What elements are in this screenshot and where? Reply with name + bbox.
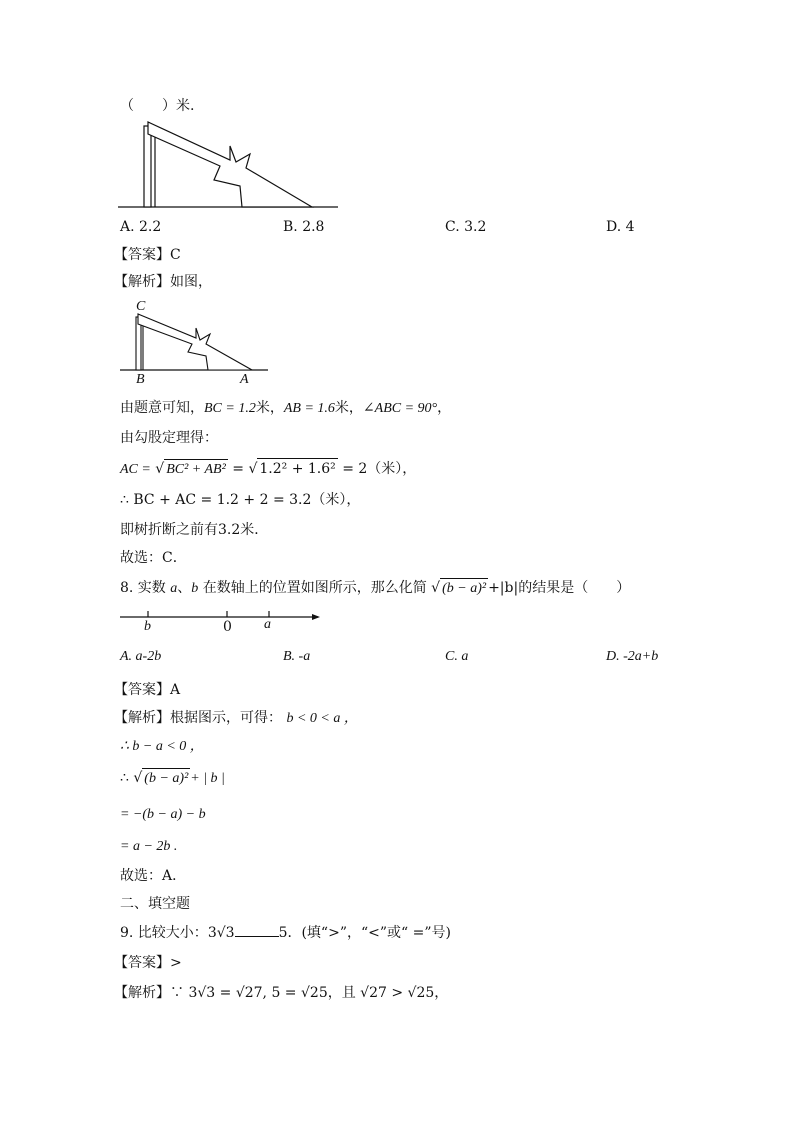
figure-label-c: C xyxy=(136,299,146,314)
q7-option-a: A. 2.2 xyxy=(120,219,162,235)
q8-step-4: = a − 2b . xyxy=(120,839,178,854)
q7-analysis-intro: 【解析】如图， xyxy=(114,274,212,290)
q8-analysis-intro: 【解析】根据图示，可得： b < 0 < a ， xyxy=(114,710,358,726)
q7-choice: 故选：C． xyxy=(120,550,187,566)
q8-answer: 【答案】A xyxy=(114,682,181,698)
q9-analysis: 【解析】∵ 3√3 = √27, 5 = √25，且 √27 > √25， xyxy=(114,985,449,1001)
answer-blank[interactable] xyxy=(235,922,279,937)
q8-stem: 8. 实数 a、b 在数轴上的位置如图所示，那么化简 √ (b − a)² +|b|的结果是（ ） xyxy=(120,578,630,599)
axis-label-a: a xyxy=(264,617,271,632)
answer-value: C xyxy=(170,247,181,263)
q7-tree-figure xyxy=(118,118,340,212)
q8-choice: 故选：A． xyxy=(120,868,187,884)
q8-option-b: B. -a xyxy=(283,649,311,664)
q8-option-d: D. -2a+b xyxy=(606,649,659,664)
q7-answer xyxy=(114,245,181,265)
q8-step-2: ∴ √ (b − a)² + | b | xyxy=(120,768,225,789)
q7-pythagoras: 由勾股定理得： xyxy=(120,430,218,446)
q7-conclusion: 即树折断之前有3.2米． xyxy=(120,522,269,538)
analysis-label: 【解析】 xyxy=(114,274,170,290)
section-heading: 二、填空题 xyxy=(120,896,190,912)
figure-label-a: A xyxy=(240,372,249,387)
q7-stem-tail: （ ）米. xyxy=(120,98,195,114)
figure-label-b: B xyxy=(136,372,145,387)
q7-option-d: D. 4 xyxy=(606,219,635,235)
axis-label-zero: 0 xyxy=(223,619,232,635)
q7-sum: ∴ BC + AC = 1.2 + 2 = 3.2（米）， xyxy=(120,492,361,508)
q9-stem: 9. 比较大小：3√3 5．(填“>”，“<”或“ =”号) xyxy=(120,922,451,943)
q9-answer: 【答案】> xyxy=(114,955,182,971)
q8-step-3: = −(b − a) − b xyxy=(120,807,206,822)
q7-ac-equation: AC = √ BC² + AB² = √ 1.2² + 1.6² = 2（米）， xyxy=(120,458,416,480)
q8-option-c: C. a xyxy=(445,649,469,664)
q8-option-a: A. a-2b xyxy=(120,649,162,664)
q8-step-1: ∴ b − a < 0 ， xyxy=(120,739,204,754)
q7-option-b: B. 2.8 xyxy=(283,219,325,235)
answer-label: 【答案】 xyxy=(114,247,170,263)
axis-label-b: b xyxy=(144,619,151,634)
q7-option-c: C. 3.2 xyxy=(445,219,487,235)
q7-given: 由题意可知，BC = 1.2米，AB = 1.6米，∠ABC = 90°， xyxy=(120,400,452,416)
q7-labeled-figure xyxy=(120,312,270,372)
